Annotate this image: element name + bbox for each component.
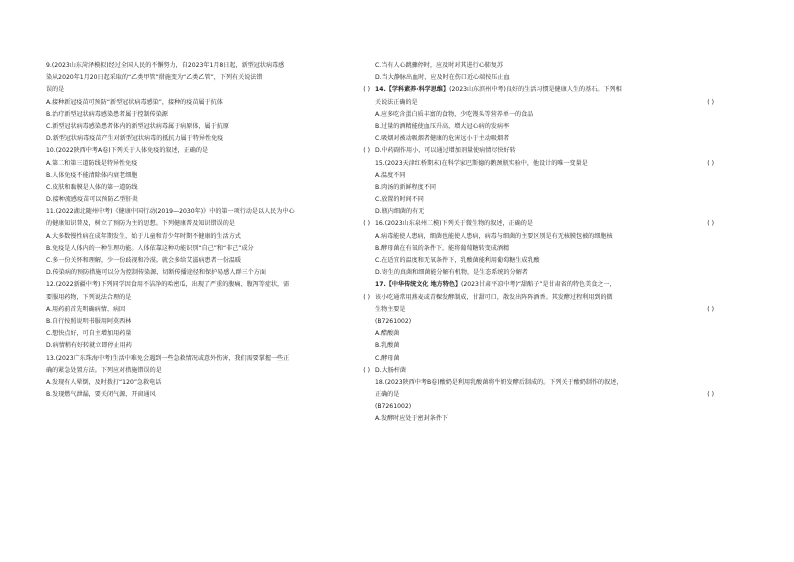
left-column bbox=[46, 60, 376, 401]
question-text: 13.(2023广东珠海中考)生活中难免会遇到一些急救情况或意外伤害，我们需要掌握一些正 bbox=[46, 354, 290, 362]
answer-parentheses: ( ) bbox=[707, 220, 714, 228]
option-c: C.当有人心跳骤停时，应及时对其进行心肺复苏 bbox=[375, 62, 504, 69]
answer-parentheses: ( ) bbox=[707, 391, 714, 399]
option-a: A.大多数慢性病在成年期发生，始于儿童和青少年时期不健康的生活方式 bbox=[46, 232, 241, 240]
question-13-continued bbox=[375, 60, 720, 84]
option-d: D.接种流感疫苗可以预防乙型肝炎 bbox=[46, 196, 138, 204]
answer-parentheses: ( ) bbox=[363, 293, 370, 301]
option-c: C.新型冠状病毒感染患者体内的新型冠状病毒属于病原体，属于抗原 bbox=[46, 122, 229, 130]
question-text: 误的是 ( ) bbox=[46, 84, 376, 96]
question-text: 11.(2022湖北随州中考)《健康中国行动(2019—2030年)》中的第一项行动是以人民为中心 bbox=[46, 208, 295, 216]
answer-parentheses: ( ) bbox=[363, 366, 370, 374]
option-d: D.新型冠状病毒疫苗产生对新型冠状病毒的抵抗力属于特异性免疫 bbox=[46, 135, 224, 143]
option-b: B.酵母菌在有氧的条件下，能将葡萄糖转变成酒精 bbox=[375, 244, 510, 252]
answer-parentheses: ( ) bbox=[363, 86, 370, 94]
option-b: B.治疗新型冠状病毒感染患者属于控制传染源 bbox=[46, 110, 168, 118]
answer-parentheses: ( ) bbox=[363, 220, 370, 228]
question-text: 该小吃通常用燕麦或青稞发酵制成，甘甜可口，散发出阵阵酒香。其发酵过程利用到的微 bbox=[375, 293, 613, 301]
option-c: C.酵母菌 bbox=[375, 354, 400, 362]
question-text: 12.(2022新疆中考)下列同学因食用不洁净的哈密瓜，出现了严重的腹痛、腹泻等症状，需 bbox=[46, 281, 290, 289]
question-text: 生物主要是 ( ) bbox=[375, 304, 720, 316]
question-13 bbox=[46, 353, 376, 402]
answer-parentheses: ( ) bbox=[707, 159, 714, 167]
option-a: A.第二和第三道防线是特异性免疫 bbox=[46, 159, 138, 167]
question-text: 16.(2023山东泉州二模)下列关于微生物的叙述，正确的是 ( ) bbox=[375, 218, 720, 230]
option-a: A.发现有人晕倒，及时拨打“120”急救电话 bbox=[46, 378, 162, 386]
option-a: A.温度不同 bbox=[375, 171, 406, 179]
question-text: 14.【学科素养·科学思维】(2023山东滨州中考)良好的生活习惯是健康人生的基石。下列相 bbox=[375, 86, 622, 94]
question-18 bbox=[375, 377, 720, 426]
question-text: 正确的是 ( ) bbox=[375, 389, 720, 401]
question-10 bbox=[46, 145, 376, 206]
answer-parentheses: ( ) bbox=[363, 147, 370, 155]
question-15 bbox=[375, 158, 720, 219]
question-code: (B7261002) bbox=[375, 403, 412, 411]
question-text: 10.(2022陕西中考A卷)下列关于人体免疫的叙述，正确的是 ( ) bbox=[46, 145, 376, 157]
question-text: 17.【中华传统文化 地方特色】(2023甘肃平凉中考)“甜醅子”是甘肃省的特色美食之一， bbox=[375, 281, 616, 289]
question-text: 18.(2023陕西中考B卷)酸奶是利用乳酸菌将牛奶发酵后制成的。下列关于酸奶制作的叙述， bbox=[375, 378, 623, 386]
option-b: B.自行按照说明书服用阿莫西林 bbox=[46, 317, 132, 325]
question-17 bbox=[375, 279, 720, 377]
question-11 bbox=[46, 206, 376, 279]
question-tag: 17.【中华传统文化 地方特色】 bbox=[375, 281, 462, 289]
question-9 bbox=[46, 60, 376, 145]
question-text: 关说法正确的是 ( ) bbox=[375, 97, 720, 109]
option-a: A.病毒能使人患病，细菌也能使人患病，病毒与细菌的主要区别是有无核膜包被的细胞核 bbox=[375, 232, 613, 240]
question-text: 要服用药物，下列说法合理的是 ( ) bbox=[46, 292, 376, 304]
option-b: B.人体免疫不能清除体内衰老细胞 bbox=[46, 171, 138, 179]
answer-parentheses: ( ) bbox=[707, 305, 714, 313]
right-column bbox=[375, 60, 720, 426]
option-b: B.过量的酒精能使血压升高，增大冠心病的发病率 bbox=[375, 122, 510, 130]
option-a: A.接种新冠疫苗可预防“新型冠状病毒感染”，接种的疫苗属于抗体 bbox=[46, 98, 223, 106]
option-b: B.乳酸菌 bbox=[375, 342, 400, 350]
option-a: A.应多吃含蛋白质丰富的食物，少吃馒头等营养单一的食品 bbox=[375, 110, 534, 118]
question-14 bbox=[375, 84, 720, 157]
option-d: D.寄生的真菌和细菌能分解有机物，是生态系统的分解者 bbox=[375, 269, 528, 277]
option-d: D.当大静脉出血时，应及时在伤口近心端按压止血 bbox=[375, 74, 510, 82]
option-c: C.吸烟对被动吸烟者健康的危害远小于主动吸烟者 bbox=[375, 135, 510, 143]
question-tag: 14.【学科素养·科学思维】 bbox=[375, 86, 450, 94]
question-16 bbox=[375, 218, 720, 279]
option-d: D.中药副作用小，可以通过增加剂量使病情尽快好转 bbox=[375, 147, 516, 155]
question-code: (B7261002) bbox=[375, 317, 412, 325]
option-d: D.大肠杆菌 bbox=[375, 366, 407, 374]
question-text: 15.(2023天津红桥期末)在科学家巴斯德的鹅颈瓶实验中，他设计的唯一变量是 ( ) bbox=[375, 158, 720, 170]
option-c: C.想快点好，可自主增加用药量 bbox=[46, 330, 132, 338]
question-text: 确的紧急处置方法。下列应对措施错误的是 ( ) bbox=[46, 365, 376, 377]
option-c: C.放置的时间不同 bbox=[375, 196, 424, 204]
question-text: 的健康知识普及，树立了预防为主的思想。下列健康普及知识错误的是 ( ) bbox=[46, 218, 376, 230]
option-d: D.病情稍有好转就立即停止用药 bbox=[46, 342, 132, 350]
option-d: D.传染病的预防措施可以分为控制传染源、切断传播途径和保护易感人群三个方面 bbox=[46, 269, 266, 277]
option-b: B.免疫是人体内的一种生理功能。人体依靠这种功能识别“自己”和“非己”成分 bbox=[46, 244, 254, 252]
question-text: 染从2020年1月20日起采取的“乙类甲管”措施变为“乙类乙管”，下列有关说法错 bbox=[46, 74, 263, 82]
option-d: D.瓶内细菌的有无 bbox=[375, 208, 425, 216]
question-12 bbox=[46, 279, 376, 352]
option-c: C.在适宜的温度和无氧条件下，乳酸菌能利用葡萄糖生成乳酸 bbox=[375, 257, 540, 264]
question-text: 9.(2023山东菏泽模拟)经过全国人民的不懈努力，自2023年1月8日起，新型冠状病毒感 bbox=[46, 62, 285, 69]
option-b: B.肉汤的新鲜程度不同 bbox=[375, 183, 436, 191]
option-a: A.醋酸菌 bbox=[375, 330, 400, 338]
option-a: A.用药前首先明确病情、病因 bbox=[46, 305, 126, 313]
option-a: A.发酵时应处于密封条件下 bbox=[375, 415, 449, 423]
option-c: C.多一份关怀和理解，少一份歧视和冷漠。就会多给艾滋病患者一份温暖 bbox=[46, 257, 242, 264]
option-b: B.发现燃气泄漏，要关闭气源、开窗通风 bbox=[46, 391, 156, 399]
answer-parentheses: ( ) bbox=[707, 98, 714, 106]
option-c: C.皮肤和黏膜是人体的第一道防线 bbox=[46, 183, 138, 191]
